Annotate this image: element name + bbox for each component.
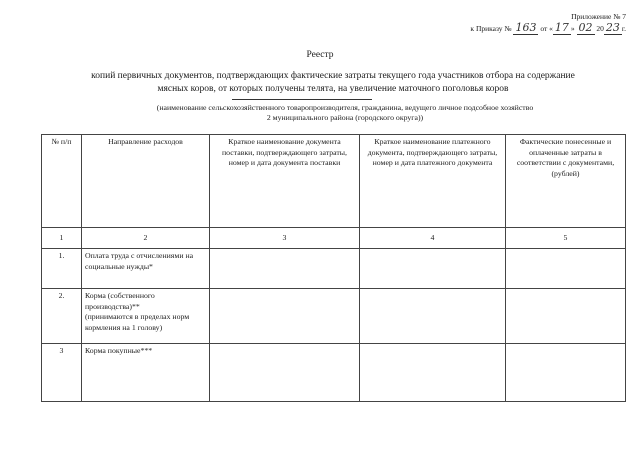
row-costs-cell	[506, 249, 626, 289]
row-supply-doc-cell	[210, 344, 360, 402]
row-costs-cell	[506, 289, 626, 344]
document-subtitle: копий первичных документов, подтверждающих фактические затраты текущего года участников отбора на содержание мясных коров, от которых получены телята, на увеличение маточного поголовья коров	[91, 71, 575, 94]
table-header-row	[42, 135, 626, 228]
row-costs-cell	[506, 344, 626, 402]
column-number: 4	[360, 228, 506, 249]
appendix-label: Приложение № 7	[571, 12, 626, 21]
header-payment-doc: Краткое наименование платежного документа, подтверждающего затраты, номер и дата платежного документа	[360, 135, 506, 228]
column-number: 2	[82, 228, 210, 249]
order-reference: к Приказу № 163 от « 17 » 02 20 23 г.	[470, 21, 626, 34]
header-costs: Фактические понесенные и оплаченные затраты в соответствии с документами, (рублей)	[506, 135, 626, 228]
name-caption: (наименование сельскохозяйственного товаропроизводителя, гражданина, ведущего личное подсобное хозяйство 2 муниципального района (городского округа))	[156, 103, 534, 123]
row-direction: Корма (собственного производства)**	[85, 291, 155, 311]
order-number: 163	[515, 21, 537, 34]
column-number: 3	[210, 228, 360, 249]
table-row	[42, 289, 626, 344]
row-payment-doc-cell	[360, 344, 506, 402]
column-number: 5	[506, 228, 626, 249]
row-direction-cell	[82, 289, 210, 344]
column-number: 1	[42, 228, 82, 249]
row-supply-doc-cell	[210, 249, 360, 289]
column-number-row	[42, 228, 626, 249]
row-payment-doc-cell	[360, 249, 506, 289]
registry-table	[41, 134, 626, 402]
row-note: (принимаются в пределах норм кормления на 1 голову)	[85, 312, 190, 332]
row-payment-doc-cell	[360, 289, 506, 344]
order-month: 02	[578, 21, 593, 34]
row-number: 2.	[42, 289, 82, 344]
order-day: 17	[554, 21, 569, 34]
name-fill-line	[232, 99, 372, 100]
row-direction: Оплата труда с отчислениями на социальные нужды*	[82, 249, 210, 289]
row-direction: Корма покупные***	[82, 344, 210, 402]
document-title: Реестр	[306, 50, 334, 60]
header-direction: Направление расходов	[82, 135, 210, 228]
row-supply-doc-cell	[210, 289, 360, 344]
table-row	[42, 344, 626, 402]
header-supply-doc: Краткое наименование документа поставки, подтверждающего затраты, номер и дата документа поставки	[210, 135, 360, 228]
row-number: 1.	[42, 249, 82, 289]
header-num: № п/п	[42, 135, 82, 228]
table-row	[42, 249, 626, 289]
order-year: 23	[605, 21, 620, 34]
row-number: 3	[42, 344, 82, 402]
